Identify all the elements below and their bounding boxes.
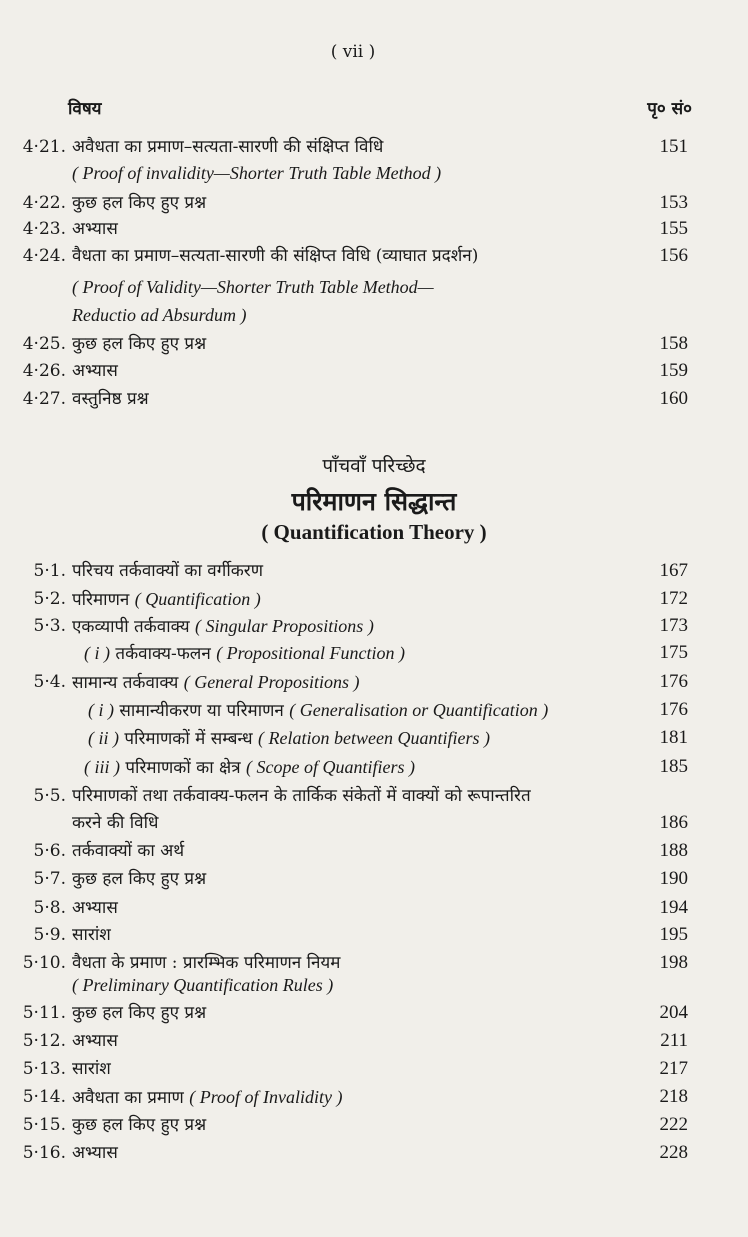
entry-number: 5·4. bbox=[33, 672, 66, 692]
entry-page-number: 185 bbox=[659, 756, 688, 777]
entry-title: ( i ) तर्कवाक्य-फलन ( Propositional Function ) bbox=[84, 643, 406, 664]
entry-number: 5·12. bbox=[22, 1031, 66, 1051]
entry-page-number: 190 bbox=[659, 868, 688, 889]
toc-entry bbox=[0, 190, 748, 216]
entry-page-number: 167 bbox=[659, 560, 688, 581]
entry-number: 4·22. bbox=[22, 193, 66, 213]
entry-title: अभ्यास bbox=[72, 361, 118, 381]
toc-entry bbox=[0, 922, 748, 948]
toc-entry bbox=[0, 302, 748, 328]
toc-entry bbox=[0, 160, 748, 186]
toc-entry bbox=[0, 1000, 748, 1026]
entry-title: एकव्यापी तर्कवाक्य ( Singular Propositions ) bbox=[72, 616, 374, 637]
entry-title: परिमाणकों तथा तर्कवाक्य-फलन के तार्किक संकेतों में वाक्यों को रूपान्तरित bbox=[72, 786, 531, 806]
entry-number: 5·2. bbox=[33, 589, 66, 609]
toc-entry bbox=[0, 558, 748, 584]
entry-page-number: 153 bbox=[659, 192, 688, 213]
entry-title: कुछ हल किए हुए प्रश्न bbox=[72, 869, 207, 889]
entry-page-number: 175 bbox=[659, 642, 688, 663]
toc-entry bbox=[0, 586, 748, 612]
toc-entry bbox=[0, 866, 748, 892]
toc-entry bbox=[0, 243, 748, 269]
entry-number: 5·6. bbox=[33, 841, 66, 861]
entry-page-number: 188 bbox=[659, 840, 688, 861]
entry-title: कुछ हल किए हुए प्रश्न bbox=[72, 1003, 207, 1023]
entry-title: तर्कवाक्यों का अर्थ bbox=[72, 841, 185, 861]
entry-number: 5·13. bbox=[22, 1059, 66, 1079]
entry-title: सारांश bbox=[72, 925, 111, 945]
entry-page-number: 159 bbox=[659, 360, 688, 381]
toc-entry bbox=[0, 838, 748, 864]
entry-title: अभ्यास bbox=[72, 1143, 118, 1163]
entry-page-number: 176 bbox=[659, 671, 688, 692]
entry-number: 5·11. bbox=[22, 1003, 66, 1023]
entry-page-number: 218 bbox=[659, 1086, 688, 1107]
entry-number: 5·10. bbox=[22, 953, 66, 973]
entry-title: अवैधता का प्रमाण–सत्यता-सारणी की संक्षिप्त विधि bbox=[72, 137, 384, 157]
entry-number: 5·1. bbox=[33, 561, 66, 581]
toc-entry bbox=[0, 669, 748, 695]
entry-title: सारांश bbox=[72, 1059, 111, 1079]
toc-entry bbox=[0, 783, 748, 809]
entry-title: अभ्यास bbox=[72, 898, 118, 918]
entry-title: Reductio ad Absurdum ) bbox=[72, 305, 247, 325]
entry-title: कुछ हल किए हुए प्रश्न bbox=[72, 193, 207, 213]
entry-page-number: 181 bbox=[659, 727, 688, 748]
header-page-no: पृ० सं० bbox=[647, 99, 692, 119]
entry-number: 5·9. bbox=[33, 925, 66, 945]
entry-title: वैधता के प्रमाण : प्रारम्भिक परिमाणन नियम bbox=[72, 953, 341, 973]
entry-number: 5·16. bbox=[22, 1143, 66, 1163]
toc-entry bbox=[0, 1112, 748, 1138]
entry-title: ( iii ) परिमाणकों का क्षेत्र ( Scope of Quantifiers ) bbox=[84, 757, 415, 778]
entry-title: अभ्यास bbox=[72, 219, 118, 239]
entry-title: अभ्यास bbox=[72, 1031, 118, 1051]
entry-page-number: 176 bbox=[659, 699, 688, 720]
toc-entry bbox=[0, 640, 748, 666]
toc-entry bbox=[0, 216, 748, 242]
page-marker: ( vii ) bbox=[330, 42, 376, 62]
entry-title: ( ii ) परिमाणकों में सम्बन्ध ( Relation between Quantifiers ) bbox=[88, 728, 490, 749]
chapter-title-english: ( Quantification Theory ) bbox=[261, 520, 487, 544]
entry-title: वैधता का प्रमाण–सत्यता-सारणी की संक्षिप्त विधि (व्याघात प्रदर्शन) bbox=[72, 246, 479, 266]
entry-number: 5·5. bbox=[33, 786, 66, 806]
toc-entry bbox=[0, 613, 748, 639]
entry-title: ( i ) सामान्यीकरण या परिमाणन ( Generalisation or Quantification ) bbox=[88, 700, 549, 721]
entry-number: 4·26. bbox=[22, 361, 66, 381]
entry-number: 5·3. bbox=[33, 616, 66, 636]
toc-entry bbox=[0, 725, 748, 751]
entry-number: 4·25. bbox=[22, 334, 66, 354]
toc-entry bbox=[0, 274, 748, 300]
entry-title: वस्तुनिष्ठ प्रश्न bbox=[72, 389, 149, 409]
toc-entry bbox=[0, 1084, 748, 1110]
entry-number: 4·27. bbox=[22, 389, 66, 409]
toc-entry bbox=[0, 754, 748, 780]
entry-page-number: 160 bbox=[659, 388, 688, 409]
entry-title: ( Preliminary Quantification Rules ) bbox=[72, 975, 334, 995]
toc-entry bbox=[0, 1028, 748, 1054]
entry-title: परिचय तर्कवाक्यों का वर्गीकरण bbox=[72, 561, 264, 581]
entry-number: 5·8. bbox=[33, 898, 66, 918]
entry-number: 5·15. bbox=[22, 1115, 66, 1135]
entry-title: अवैधता का प्रमाण ( Proof of Invalidity ) bbox=[72, 1087, 343, 1108]
entry-number: 4·21. bbox=[22, 137, 66, 157]
entry-page-number: 156 bbox=[659, 245, 688, 266]
entry-page-number: 172 bbox=[659, 588, 688, 609]
entry-page-number: 173 bbox=[659, 615, 688, 636]
entry-page-number: 195 bbox=[659, 924, 688, 945]
entry-page-number: 211 bbox=[660, 1030, 688, 1051]
entry-title: सामान्य तर्कवाक्य ( General Propositions ) bbox=[72, 672, 360, 693]
entry-number: 5·7. bbox=[33, 869, 66, 889]
entry-title: कुछ हल किए हुए प्रश्न bbox=[72, 1115, 207, 1135]
entry-title: ( Proof of Validity—Shorter Truth Table Method— bbox=[72, 277, 434, 297]
entry-page-number: 222 bbox=[659, 1114, 688, 1135]
header-subject: विषय bbox=[68, 99, 102, 119]
entry-title: परिमाणन ( Quantification ) bbox=[72, 589, 261, 610]
toc-entry bbox=[0, 810, 748, 836]
toc-entry bbox=[0, 895, 748, 921]
toc-entry bbox=[0, 1140, 748, 1166]
toc-entry bbox=[0, 972, 748, 998]
toc-entry bbox=[0, 1056, 748, 1082]
entry-page-number: 151 bbox=[659, 136, 688, 157]
entry-page-number: 155 bbox=[659, 218, 688, 239]
toc-entry bbox=[0, 134, 748, 160]
entry-number: 4·23. bbox=[22, 219, 66, 239]
entry-title: कुछ हल किए हुए प्रश्न bbox=[72, 334, 207, 354]
entry-title: करने की विधि bbox=[72, 813, 159, 833]
entry-number: 4·24. bbox=[22, 246, 66, 266]
entry-title: ( Proof of invalidity—Shorter Truth Table Method ) bbox=[72, 163, 442, 183]
toc-entry bbox=[0, 331, 748, 357]
entry-page-number: 158 bbox=[659, 333, 688, 354]
entry-page-number: 194 bbox=[659, 897, 688, 918]
entry-page-number: 204 bbox=[659, 1002, 688, 1023]
entry-page-number: 228 bbox=[659, 1142, 688, 1163]
chapter-title-hindi: परिमाणन सिद्धान्त bbox=[291, 487, 457, 516]
entry-page-number: 186 bbox=[659, 812, 688, 833]
entry-page-number: 198 bbox=[659, 952, 688, 973]
entry-number: 5·14. bbox=[22, 1087, 66, 1107]
toc-entry bbox=[0, 358, 748, 384]
toc-entry bbox=[0, 697, 748, 723]
entry-page-number: 217 bbox=[659, 1058, 688, 1079]
toc-entry bbox=[0, 386, 748, 412]
chapter-label: पाँचवाँ परिच्छेद bbox=[322, 455, 426, 477]
